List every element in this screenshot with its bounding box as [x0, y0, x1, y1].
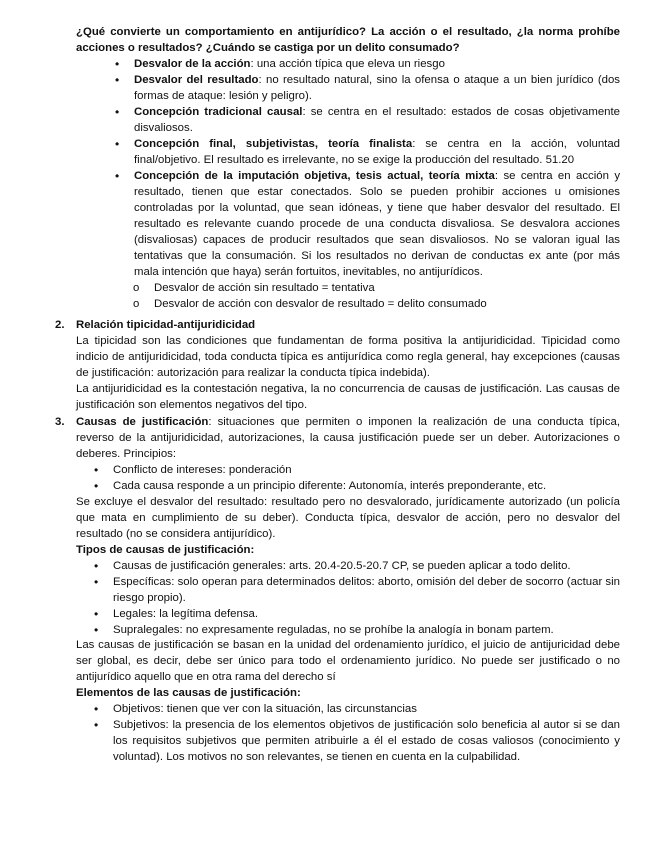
- bullet-text: : no resultado natural, sino la ofensa o ataque a un bien jurídico (dos formas de ataque: lesión y peligro).: [134, 74, 620, 102]
- list-item: • Causas de justificación generales: arts. 20.4-20.5-20.7 CP, se pueden aplicar a todo delito.: [92, 558, 620, 574]
- intro-block: [76, 24, 620, 312]
- list-item: o Desvalor de acción con desvalor de resultado = delito consumado: [133, 296, 620, 312]
- principles-list: [92, 462, 620, 494]
- section-3: [55, 414, 620, 494]
- list-item: [113, 72, 620, 104]
- list-item: • Objetivos: tienen que ver con la situación, las circunstancias: [92, 701, 620, 717]
- bullet-term: Desvalor del resultado: [134, 74, 259, 86]
- list-item: • Subjetivos: la presencia de los elementos objetivos de justificación solo beneficia al autor si se dan los requisitos subjetivos que permiten atribuirle a él el estado de cosas valiosos (conocimiento y voluntad). Los motivos no son relevantes, se tienen en cuenta en la culpabilidad.: [92, 717, 620, 765]
- section-3-continued: [76, 494, 620, 638]
- list-item: • Legales: la legítima defensa.: [92, 606, 620, 622]
- list-item: o Desvalor de acción sin resultado = tentativa: [133, 280, 620, 296]
- list-item: [113, 104, 620, 136]
- lead-text: : situaciones que permiten o imponen la realización de una conducta típica, reverso de la antijuridicidad, autorizaciones, la causa justificación puede ser un deber. Autorizaciones o deberes. Principios:: [76, 416, 620, 460]
- intro-question: ¿Qué convierte un comportamiento en antijurídico? La acción o el resultado, ¿la norma prohíbe acciones o resultados? ¿Cuándo se castiga por un delito consumado?: [76, 26, 620, 54]
- bullet-term: Concepción tradicional causal: [134, 106, 303, 118]
- section-3-unity: [76, 637, 620, 765]
- section-term: Causas de justificación: [76, 416, 209, 428]
- elements-list: [92, 701, 620, 765]
- list-item: • Específicas: solo operan para determinados delitos: aborto, omisión del deber de socorro (actuar sin riesgo propio).: [92, 574, 620, 606]
- list-item: • Supralegales: no expresamente reguladas, no se prohíbe la analogía in bonam partem.: [92, 622, 620, 638]
- bullet-term: Concepción final, subjetivistas, teoría finalista: [134, 138, 413, 150]
- bullet-text: : se centra en acción y resultado, tienen que estar conectados. Solo se pueden prohibir acciones u omisiones controladas por la voluntad, que sean idóneas, y tiene que haber desvalor del resultado. El resultado es relevante cuando procede de una conducta disvaliosa. Se desvalora acciones (disvaliosas) capaces de producir resultados que sean disvaliosos. No se valoran igual las tentativas que la consumación. Si los resultados no derivan de conductas ex ante (por más mala intención que haya) serán fortuitos, inevitables, no antijurídicos.: [134, 170, 621, 278]
- section-title: Relación tipicidad-antijuridicidad: [76, 319, 256, 331]
- subheading: Elementos de las causas de justificación:: [76, 687, 301, 699]
- types-list: [92, 558, 620, 638]
- bullet-term: Desvalor de la acción: [134, 58, 251, 70]
- bullet-text: : se centra en la acción, voluntad final/objetivo. El resultado es irrelevante, no se exige la producción del resultado. 51.20: [134, 138, 620, 166]
- list-item: [113, 168, 620, 280]
- paragraph: Las causas de justificación se basan en la unidad del ordenamiento jurídico, el juicio de antijuricidad debe ser global, es decir, debe ser único para todo el ordenamiento jurídico. No puede ser justificado o no antijurídico aquello que en otra rama del derecho sí: [76, 639, 620, 683]
- list-item: • Cada causa responde a un principio diferente: Autonomía, interés preponderante, etc.: [92, 478, 620, 494]
- paragraph: La tipicidad son las condiciones que fundamentan de forma positiva la antijuridicidad. Tipicidad como indicio de antijuridicidad, toda conducta típica es antijurídica como regla general, hay excepciones (causas de justificación: autorización para realizar la conducta típica indebida).: [76, 335, 620, 379]
- bullet-text: : una acción típica que eleva un riesgo: [250, 58, 445, 70]
- bullet-term: Concepción de la imputación objetiva, tesis actual, teoría mixta: [134, 170, 495, 182]
- section-lead: [76, 414, 620, 462]
- list-item: [113, 56, 620, 72]
- list-item: • Conflicto de intereses: ponderación: [92, 462, 620, 478]
- subheading: Tipos de causas de justificación:: [76, 544, 255, 556]
- section-number: 3.: [55, 416, 65, 428]
- intro-bullet-list: [113, 56, 620, 280]
- paragraph: Se excluye el desvalor del resultado: resultado pero no desvalorado, jurídicamente autorizado (un policía que mata en cumplimiento de su deber). Conducta típica, desvalor de acción, pero no desvalor del resultado (no se considera antijurídico).: [76, 496, 620, 540]
- paragraph: La antijuridicidad es la contestación negativa, la no concurrencia de causas de justificación. Las causas de justificación son elementos negativos del tipo.: [76, 383, 620, 411]
- list-item: [113, 136, 620, 168]
- section-number: 2.: [55, 319, 65, 331]
- intro-sub-list: [133, 280, 620, 312]
- bullet-text: : se centra en el resultado: estados de cosas objetivamente disvaliosos.: [134, 106, 620, 134]
- section-2: [55, 317, 620, 413]
